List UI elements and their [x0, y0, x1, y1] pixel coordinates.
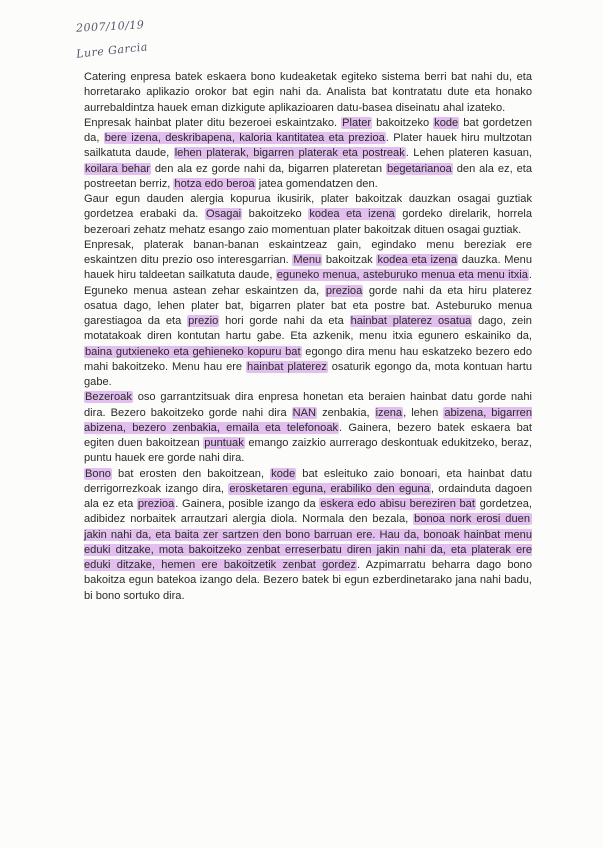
text-run: gorde nahi da eta hiru platerez osatua dago, lehen plater bat, bigarren plater bat eta postre bat. Asteburuko menua garestiagoa da eta	[84, 284, 532, 327]
paragraph-3	[84, 192, 532, 238]
highlighted-text: NAN	[292, 406, 317, 419]
text-run: . Lehen plateren kasuan,	[405, 147, 533, 160]
text-run: gordetzea, adibidez norbaitek arrautzari alergia diola. Normala den bezala,	[84, 498, 533, 526]
highlighted-text: erosketaren eguna, erabiliko den eguna	[229, 482, 430, 495]
highlighted-text: kodea eta izena	[377, 254, 457, 266]
text-run: . Gainera, bezero batek eskaera bat egiten duen bakoitzean	[84, 421, 532, 449]
text-run: bat erosten den bakoitzean,	[111, 467, 271, 480]
highlighted-text: hotza edo beroa	[174, 177, 255, 190]
highlighted-text: kode	[271, 467, 296, 480]
highlighted-text: prezioa	[137, 498, 175, 510]
text-run: den ala ez gorde nahi da, bigarren plateretan	[150, 162, 387, 175]
text-run: bat esleituko zaio bonoari, eta hainbat datu derrigorrezkoak izango dira,	[84, 467, 532, 495]
text-run: bakoitzak	[322, 254, 377, 266]
text-run: Catering enpresa batek eskaera bono kudeaketak egiteko sistema berri bat nahi du, eta horretarako aplikazio orokor bat egin nahi da. Analista bat kontratatu dute eta honako aurrebaldintza hauek eman dizkigute aplikazioaren datu-basea diseinatu ahal izateko.	[84, 71, 532, 114]
text-run: bat gordetzen da,	[84, 116, 533, 144]
highlighted-text: koilara behar	[85, 162, 150, 175]
text-run: Gaur egun dauden alergia kopurua ikusirik, plater bakoitzak dauzkan osagai guztiak gordetzea erabaki da.	[84, 193, 532, 221]
paragraph-5	[84, 390, 532, 466]
text-run: egongo dira menu hau eskatzeko bezero edo mahi bakoitzeko. Menu hau ere	[84, 345, 532, 373]
highlighted-text: prezioa	[325, 284, 363, 297]
text-run: . Gainera, posible izango da	[175, 498, 320, 510]
text-run: bakoitzeko	[372, 116, 434, 129]
text-run: zenbakia,	[317, 406, 375, 419]
highlighted-text: hainbat platerez osatua	[350, 315, 472, 327]
text-run: , lehen	[403, 406, 444, 419]
text-run: . Eguneko menua astean zehar eskaintzen da,	[84, 269, 532, 297]
document-body	[84, 70, 532, 604]
highlighted-text: hainbat platerez	[247, 360, 327, 373]
highlighted-text: kode	[434, 116, 459, 129]
highlighted-text: abizena, bigarren abizena, bezero zenbakia, emaila eta telefonoak	[84, 406, 532, 434]
highlighted-text: kodea eta izena	[309, 208, 395, 221]
text-run: emango zaizkio aurrerago deskontuak edukitzeko, beraz, puntu hauek ere gorde nahi dira.	[84, 437, 532, 465]
highlighted-text: bere izena, deskribapena, kaloria kantitatea eta prezioa	[104, 132, 385, 144]
highlighted-text: baina gutxieneko eta gehieneko kopuru bat	[85, 345, 301, 358]
highlighted-text: bonoa nork erosi duen	[414, 513, 530, 526]
text-run: bakoitzeko	[242, 208, 309, 221]
highlighted-text: prezio	[188, 315, 219, 327]
text-run: Enpresak, platerak banan-banan eskaintzeaz gain, egindako menu bereziak ere eskaintzen ditu prezio oso interesgarrian.	[84, 238, 532, 266]
highlighted-text: lehen platerak, bigarren platerak eta postreak	[174, 147, 405, 160]
highlighted-text: jakin nahi da, eta baita zer sartzen den bono barruan ere. Hau da, bonoak hainbat menu eduki ditzake, mota bakoitzeko zenbat erreserbatu diren jakin nahi da, eta platerak ere eduki ditzake, hemen ere bakoitzetik zenbat gordez	[84, 513, 532, 571]
text-run: . Plater hauek hiru multzotan sailkatuta daude,	[84, 132, 532, 160]
handwritten-name: Lure Garcia	[75, 40, 149, 61]
text-run: jatea gomendatzen den.	[255, 177, 378, 190]
highlighted-text: Plater	[342, 116, 372, 129]
text-run: . Azpimarratu beharra dago bono bakoitza egun batekoa izango dela. Bezero batek bi egun ezberdinetarako jana nahi badu, bi bono sortuko dira.	[84, 559, 532, 602]
text-run: dauzka. Menu hauek hiru taldeetan sailkatuta daude,	[84, 254, 532, 282]
text-run: osaturik egongo da, mota kontuan hartu gabe.	[84, 360, 532, 388]
text-run: , ordainduta dagoen ala ez eta	[84, 482, 532, 510]
paragraph-4	[84, 238, 532, 391]
handwritten-date: 2007/10/19	[75, 18, 145, 35]
highlighted-text: puntuak	[204, 437, 244, 449]
paragraph-1	[84, 70, 532, 116]
text-run: Enpresak hainbat plater ditu bezeroei eskaintzako.	[84, 116, 342, 129]
highlighted-text: Osagai	[205, 208, 242, 221]
highlighted-text: Bezeroak	[85, 391, 132, 404]
paragraph-6	[84, 467, 532, 604]
text-run: oso garrantzitsuak dira enpresa honetan eta beraien hainbat datu gorde nahi dira. Bezero bakoitzeko gorde nahi dira	[84, 391, 532, 419]
highlighted-text: izena	[375, 406, 403, 419]
highlighted-text: Bono	[85, 467, 111, 480]
text-run: den ala ez, eta postreetan berriz,	[84, 162, 532, 190]
highlighted-text: eguneko menua, asteburuko menua eta menu itxia	[276, 269, 528, 282]
highlighted-text: Menu	[293, 254, 322, 266]
highlighted-text: eskera edo abisu bereziren bat	[320, 498, 475, 510]
paragraph-2	[84, 116, 532, 192]
text-run: dago, zein motatakoak diren kontutan hartu gabe. Eta azkenik, menu itxia egunero eskainiko da,	[84, 315, 532, 343]
highlighted-text: begetarianoa	[387, 162, 452, 175]
text-run: gordeko direlarik, horrela bezeroari zehatz mehatz esango zaio momentuan plater bakoitzak dituen osagai guztiak.	[84, 208, 533, 236]
text-run: hori gorde nahi da eta	[219, 315, 350, 327]
